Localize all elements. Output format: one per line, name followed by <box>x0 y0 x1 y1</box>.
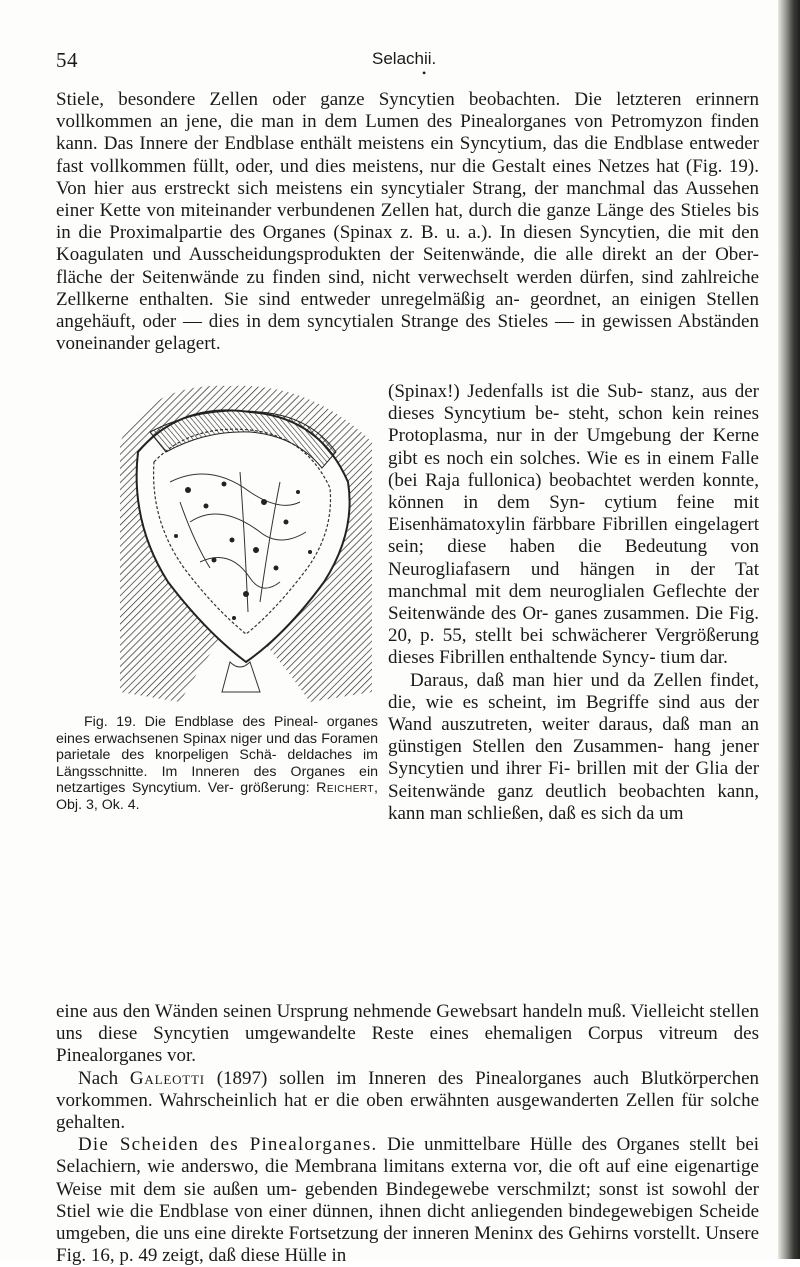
paragraph-bottom-2 <box>56 1068 759 1135</box>
text-line: ehemaligen Corpus vitreum des Pinealorganes vor. <box>56 1023 760 1067</box>
text-line: geordnet, an einigen Stellen angehäuft, oder — dies in dem syncytialen <box>56 288 759 333</box>
page-header <box>56 48 756 74</box>
text-line: es noch ein solches. Wie es in einem <box>424 447 715 469</box>
text-line: eine aus den Wänden seinen Ursprung nehmende Gewebsart handeln <box>56 1001 583 1022</box>
text-line: auszutreten, weiter daraus, daß man <box>441 714 732 736</box>
text-line: werden konnte, können in dem Syn- <box>388 469 759 514</box>
text-line: Organes stellt bei Selachiern, wie anderswo, die Membrana limitans <box>56 1134 760 1178</box>
text-line: von Petromyzon finden kann. Das Innere der Endblase enthält meistens <box>56 111 760 155</box>
figure-caption <box>56 714 378 814</box>
caption-author: Reichert <box>316 780 375 797</box>
caption-line: Fig. 19. Die Endblase des Pineal- <box>84 714 319 730</box>
text-line: und dies meistens, nur die Gestalt eines Netzes hat (Fig. 19). Von <box>56 155 759 199</box>
text-line: hier aus erstreckt sich meistens ein syncytialer Strang, der manchmal <box>94 177 646 199</box>
text-line: nur in der Umgebung der Kerne gibt <box>388 425 760 469</box>
paragraph-bottom-3 <box>56 1134 759 1267</box>
text-line: Ausscheidungsprodukten der Seitenwände, die alle direkt an der Ober- <box>188 244 759 266</box>
text-line: Daraus, daß man hier und da <box>410 669 646 691</box>
paragraph-right-1 <box>388 381 759 670</box>
text-line: Blutkörperchen vorkommen. Wahrscheinlich hat er die oben erwähnten <box>56 1067 759 1111</box>
text-line: ein Syncytium, das die Endblase entweder fast vollkommen füllt, oder, <box>56 133 760 177</box>
caption-line: , Obj. 3, Ok. 4. <box>56 780 378 813</box>
section-heading-scheiden: Die Scheiden des Pinealorganes. <box>78 1134 378 1156</box>
text-line: Zellen findet, die, wie es scheint, <box>388 669 759 713</box>
text-line: stanz, aus der dieses Syncytium be- <box>388 381 759 425</box>
text-line: im Begriffe sind aus der Wand <box>388 691 760 736</box>
author-galeotti: Galeotti <box>129 1067 205 1089</box>
paragraph-bottom-1 <box>56 1001 759 1068</box>
text-line: an günstigen Stellen den Zusammen- <box>388 714 760 758</box>
text-line: Falle (bei Raja fullonica) beobachtet <box>388 447 759 491</box>
text-line: des Gehirns vorstellt. Unsere Fig. 16, p. 49 zeigt, daß diese Hülle in <box>56 1223 760 1267</box>
text-line: muß. Vielleicht stellen uns diese Syncytien umgewandelte Reste eines <box>56 1001 759 1045</box>
text-line: durch die ganze Länge des Stieles bis in die Proximalpartie des Organes <box>56 200 759 244</box>
body-text-top <box>56 89 759 355</box>
text-line: Die unmittelbare Hülle des <box>387 1134 608 1156</box>
text-line: (Spinax z. B. u. a.). In diesen Syncytien, die mit den Koagulaten und <box>56 222 760 266</box>
caption-line: organes eines erwachsenen Spinax niger und <box>56 714 378 747</box>
text-line: ganz deutlich beobachten kann, kann <box>388 780 760 824</box>
page-number: 54 <box>56 48 78 72</box>
text-line: sind zahlreiche Zellkerne enthalten. Sie sind entweder unregelmäßig an- <box>56 266 759 310</box>
figure-19-endblase <box>110 372 380 706</box>
text-line: stellt bei schwächerer Vergrößerung <box>474 625 760 647</box>
text-line: färbbare Fibrillen eingelagert sein; <box>388 514 759 558</box>
text-line: Neurogliafasern und hängen in der <box>388 558 715 580</box>
caption-line: deldaches im Längsschnitte. Im Inneren <box>56 747 378 780</box>
stray-mark: • <box>422 66 427 80</box>
text-line: dieses Fibrillen enthaltende Syncy- <box>388 647 656 669</box>
text-line: (Spinax!) Jedenfalls ist die Sub- <box>388 381 643 402</box>
endblase-section-drawing <box>110 372 380 706</box>
text-line: das Aussehen einer Kette von miteinander verbundenen Zellen hat, <box>56 177 760 222</box>
text-line: fläche der Seitenwände zu finden sind, nicht verwechselt werden dürfen, <box>56 266 635 288</box>
body-text-right-column <box>388 381 759 825</box>
text-line: erinnern vollkommen an jene, die man in dem Lumen des Pinealorganes <box>56 89 759 133</box>
body-text-bottom <box>56 1001 759 1267</box>
foramen-parietale <box>222 662 260 692</box>
text-line: (1897) sollen im Inneren des Pinealorganes auch <box>216 1067 630 1089</box>
text-line: ausgewanderten Zellen für solche gehalten. <box>56 1089 759 1134</box>
text-line: hang jener Syncytien und ihrer Fi- <box>388 736 759 780</box>
text-line: Stiele, besondere Zellen oder ganze Syncytien beobachten. Die letzteren <box>56 89 682 110</box>
text-line: diese haben die Bedeutung von <box>447 536 760 558</box>
text-line: steht, schon kein reines Protoplasma, <box>388 403 760 447</box>
text-line: externa vor, die oft auf eine eigenartige Weise mit dem sie außen um- <box>56 1156 759 1200</box>
caption-text <box>56 714 378 814</box>
caption-line: des Organes ein netzartiges Syncytium. Ver- <box>56 763 378 797</box>
caption-line: das Foramen parietale des knorpeligen Schä- <box>56 730 378 764</box>
text-line: cytium feine mit Eisenhämatoxylin <box>388 492 759 536</box>
text-line: brillen mit der Glia der Seitenwände <box>388 758 760 802</box>
text-line: Scheide umgeben, die uns eine direkte Fortsetzung der inneren Meninx <box>56 1200 760 1245</box>
text-line: Tat manchmal mit dem neuroglialen <box>388 558 759 602</box>
text-line: tium dar. <box>660 647 728 669</box>
text-line: man schließen, daß es sich da um <box>429 802 684 824</box>
caption-line: größerung: <box>240 780 310 797</box>
running-head: Selachii. <box>372 49 437 68</box>
text-line: gebenden Bindegewebe verschmilzt; sonst ist sowohl der Stiel wie die <box>56 1178 759 1222</box>
paragraph-right-2 <box>388 670 759 825</box>
text-line: Endblase von einer dünnen, ihnen dicht anliegenden bindegewebigen <box>158 1200 694 1222</box>
text-line: Strange des Stieles — in gewissen Abständen voneinander gelagert. <box>56 311 759 355</box>
paragraph-top <box>56 89 759 355</box>
text-line: Geflechte der Seitenwände des Or- <box>388 580 759 625</box>
text-line: Nach <box>78 1067 119 1089</box>
text-line: ganes zusammen. Die Fig. 20, p. 55, <box>388 603 760 647</box>
book-spine-edge <box>778 0 800 1259</box>
